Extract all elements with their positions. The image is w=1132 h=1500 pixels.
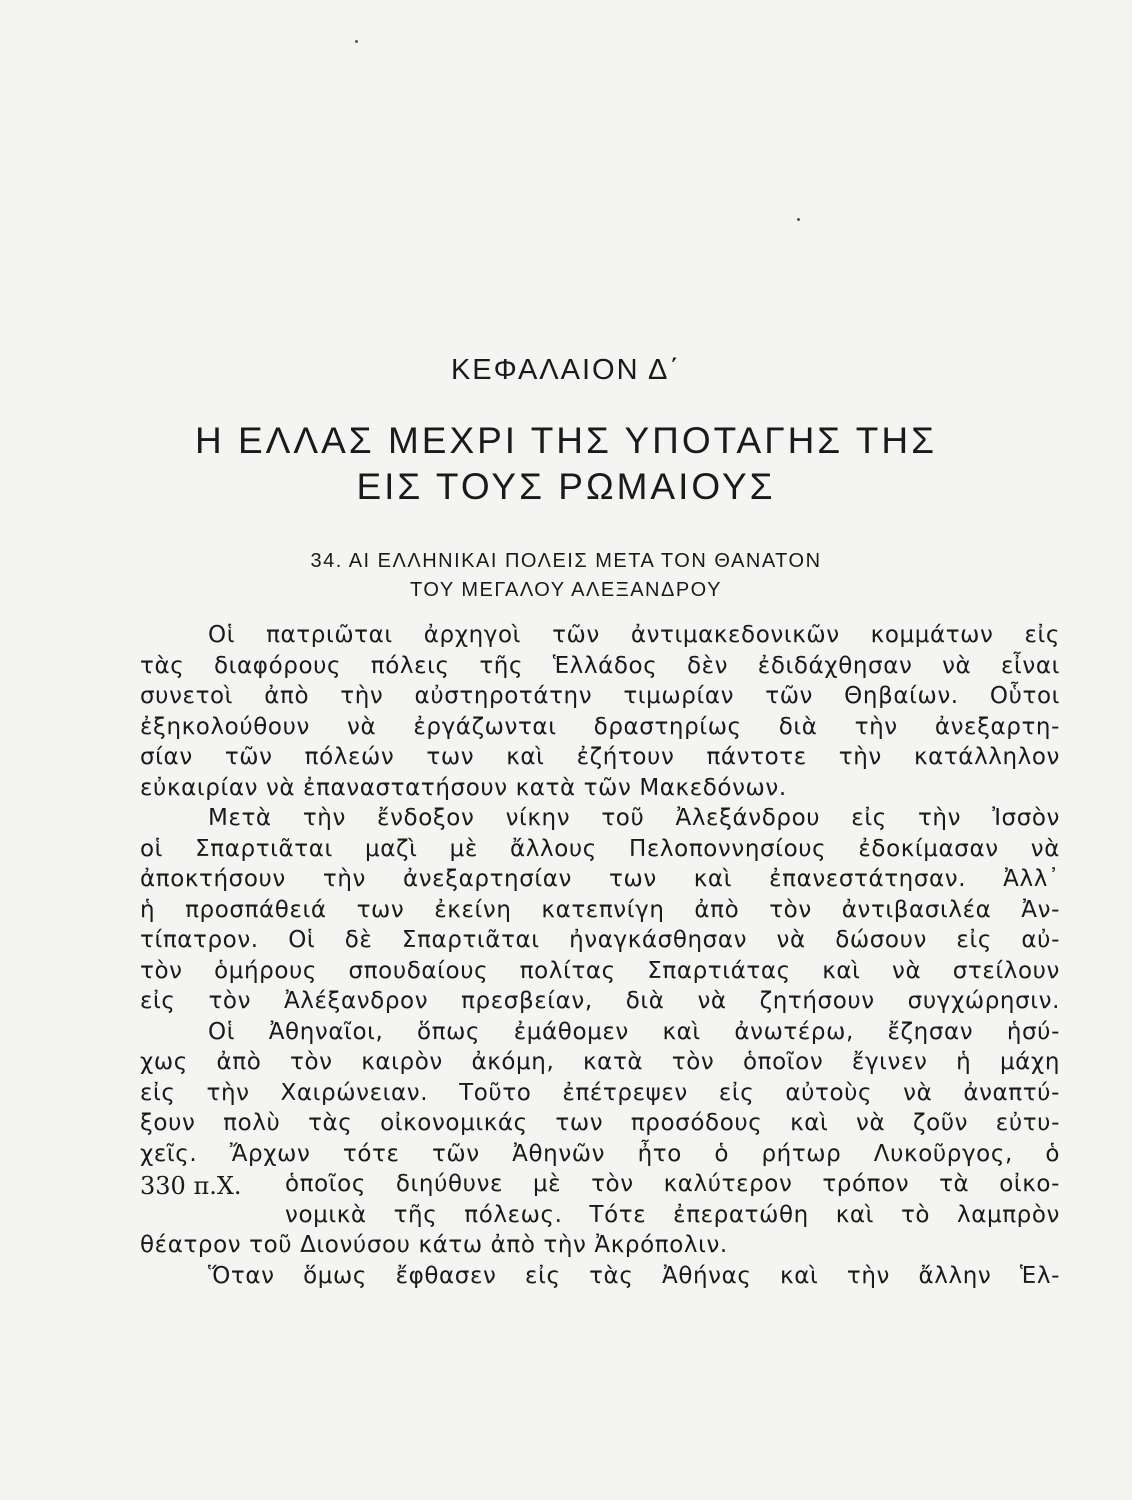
text-line: Μετὰ τὴν ἔνδοξον νίκην τοῦ Ἀλεξάνδρου εἰς τὴν Ἰσσὸν — [208, 805, 1060, 831]
text-line: χεῖς. Ἄρχων τότε τῶν Ἀθηνῶν ἦτο ὁ ρήτωρ Λυκοῦργος, ὁ — [140, 1140, 1060, 1167]
text-line: ἐξηκολούθουν νὰ ἐργάζωνται δραστηρίως διὰ τὴν ἀνεξαρτη- — [140, 713, 1060, 740]
text-line: συνετοὶ ἀπὸ τὴν αὐστηροτάτην τιμωρίαν τῶν Θηβαίων. Οὗτοι — [140, 683, 1060, 709]
text-line: ὁποῖος διηύθυνε μὲ τὸν καλύτερον τρόπον τὰ οἰκο- — [285, 1171, 1060, 1197]
print-speck — [355, 40, 358, 43]
text-line-content: νομικὰ τῆς πόλεως. Τότε ἐπερατώθη καὶ τὸ λαμπρὸν — [285, 1201, 1060, 1228]
chapter-title — [0, 418, 1132, 510]
text-line: ἀποκτήσουν τὴν ἀνεξαρτησίαν των καὶ ἐπανεστάτησαν. Ἀλλ᾽ — [140, 866, 1060, 892]
chapter-label: ΚΕΦΑΛΑΙΟΝ Δ΄ — [450, 354, 682, 386]
text-line: Οἱ Ἀθηναῖοι, ὅπως ἐμάθομεν καὶ ἀνωτέρω, ἔζησαν ἡσύ- — [208, 1018, 1060, 1045]
text-line: εὐκαιρίαν νὰ ἐπαναστατήσουν κατὰ τῶν Μακεδόνων. — [140, 774, 787, 801]
section-heading-line-2: ΤΟΥ ΜΕΓΑΛΟΥ ΑΛΕΞΑΝΔΡΟΥ — [410, 579, 722, 601]
text-line: τὸν ὁμήρους σπουδαίους πολίτας Σπαρτιάτας καὶ νὰ στείλουν — [140, 957, 1060, 984]
section-heading — [0, 547, 1132, 605]
chapter-title-line-1: Η ΕΛΛΑΣ ΜΕΧΡΙ ΤΗΣ ΥΠΟΤΑΓΗΣ ΤΗΣ — [195, 420, 937, 461]
chapter-title-line-2: ΕΙΣ ΤΟΥΣ ΡΩΜΑΙΟΥΣ — [356, 466, 776, 507]
text-line: χως ἀπὸ τὸν καιρὸν ἀκόμη, κατὰ τὸν ὁποῖον ἔγινεν ἡ μάχη — [140, 1049, 1060, 1075]
text-line — [140, 1200, 1060, 1231]
text-line: σίαν τῶν πόλεών των καὶ ἐζήτουν πάντοτε τὴν κατάλληλον — [140, 744, 1060, 770]
text-line: Ὅταν ὅμως ἔφθασεν εἰς τὰς Ἀθήνας καὶ τὴν ἄλλην Ἑλ- — [208, 1262, 1060, 1289]
text-line: εἰς τὸν Ἀλέξανδρον πρεσβείαν, διὰ νὰ ζητήσουν συγχώρησιν. — [140, 988, 1060, 1014]
text-line-with-margin-note — [140, 1169, 1060, 1200]
text-line: οἱ Σπαρτιᾶται μαζὶ μὲ ἄλλους Πελοποννησίους ἐδοκίμασαν νὰ — [140, 835, 1060, 862]
print-speck — [797, 218, 800, 221]
text-line: Οἱ πατριῶται ἀρχηγοὶ τῶν ἀντιμακεδονικῶν κομμάτων εἰς — [208, 622, 1060, 648]
text-line: θέατρον τοῦ Διονύσου κάτω ἀπὸ τὴν Ἀκρόπολιν. — [140, 1232, 728, 1258]
section-heading-line-1: 34. ΑΙ ΕΛΛΗΝΙΚΑΙ ΠΟΛΕΙΣ ΜΕΤΑ ΤΟΝ ΘΑΝΑΤΟΝ — [310, 550, 822, 572]
text-line: τίπατρον. Οἱ δὲ Σπαρτιᾶται ἠναγκάσθησαν νὰ δώσουν εἰς αὐ- — [140, 927, 1060, 953]
body-text — [140, 620, 1060, 1291]
text-line: εἰς τὴν Χαιρώνειαν. Τοῦτο ἐπέτρεψεν εἰς αὐτοὺς νὰ ἀναπτύ- — [140, 1079, 1060, 1106]
margin-date-note: 330 π.Χ. — [140, 1172, 242, 1200]
text-line: ἡ προσπάθειά των ἐκείνη κατεπνίγη ἀπὸ τὸν ἀντιβασιλέα Ἀν- — [140, 896, 1060, 923]
text-line: τὰς διαφόρους πόλεις τῆς Ἑλλάδος δὲν ἐδιδάχθησαν νὰ εἶναι — [140, 652, 1060, 679]
text-line: ξουν πολὺ τὰς οἰκονομικάς των προσόδους καὶ νὰ ζοῦν εὐτυ- — [140, 1110, 1060, 1136]
